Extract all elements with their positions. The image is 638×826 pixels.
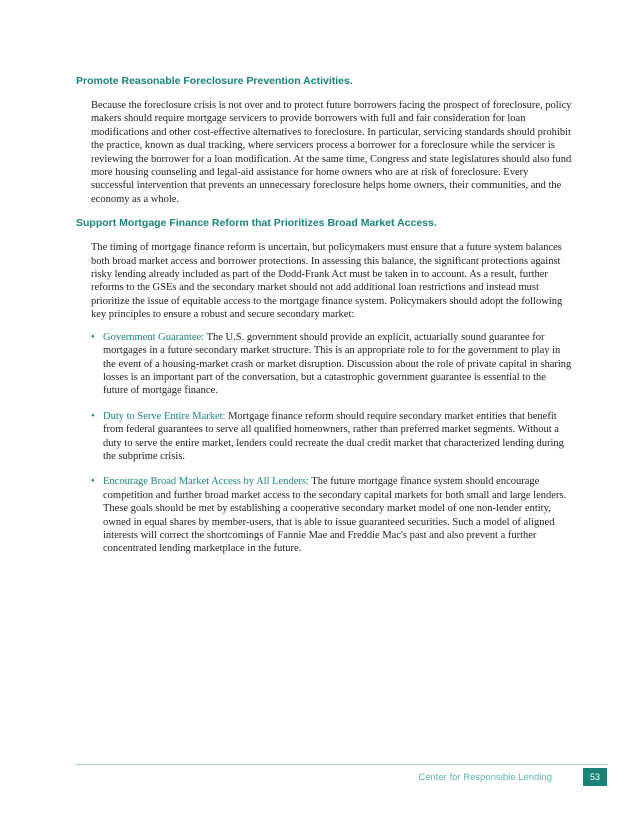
footer-divider xyxy=(76,764,608,765)
page-number: 53 xyxy=(583,768,607,786)
bullet-term: Government Guarantee: xyxy=(103,331,205,343)
bullet-text: The U.S. government should provide an explicit, actuarially sound guarantee for mortgages in a future secondary market structure. This is an appropriate role to for the government to play in the event of a housing-market crash or market disruption. Discussion about the role of private capital in sharing losses is an important part of the conversation, but a catastrophic government guarantee is essential to the future of mortgage finance. xyxy=(103,331,572,397)
principles-list xyxy=(76,331,572,556)
page-content xyxy=(76,74,572,568)
bullet-term: Duty to Serve Entire Market: xyxy=(103,410,226,422)
bullet-term: Encourage Broad Market Access by All Lenders: xyxy=(103,476,309,488)
bullet-dot-icon: • xyxy=(91,409,95,422)
paragraph-mortgage-finance-reform: The timing of mortgage finance reform is uncertain, but policymakers must ensure that a future system balances both broad market access and borrower protections. In assessing this balance, the significant protections against risky lending already included as part of the Dodd-Frank Act must be taken in to account. As a result, further reforms to the GSEs and the secondary market should not add additional loan restrictions and instead must prioritize the issue of equitable access to the mortgage finance system. Policymakers should adopt the following key principles to ensure a robust and secure secondary market: xyxy=(91,242,563,321)
list-item-duty-to-serve xyxy=(91,410,572,464)
list-item-broad-market-access xyxy=(91,475,572,555)
section-heading-mortgage-finance-reform: Support Mortgage Finance Reform that Prioritizes Broad Market Access. xyxy=(76,217,437,230)
bullet-text: The future mortgage finance system should encourage competition and further broad market access to the secondary capital markets for both small and large lenders. These goals should be met by establishing a cooperative secondary market model of one non-lender entity, owned in equal shares by member-users, that is able to issue guaranteed securities. Such a model of aligned interests will correct the shortcomings of Fannie Mae and Freddie Mac's past and also prevent a further concentrated lending marketplace in the future. xyxy=(103,476,567,555)
bullet-text: Mortgage finance reform should require secondary market entities that benefit from federal guarantees to serve all qualified homeowners, rather than preferred market segments. Without a duty to serve the entire market, lenders could recreate the dual credit market that characterized lending during the subprime crisis. xyxy=(103,410,564,462)
bullet-dot-icon: • xyxy=(91,475,95,488)
bullet-dot-icon: • xyxy=(91,330,95,343)
section-heading-foreclosure-prevention: Promote Reasonable Foreclosure Prevention Activities. xyxy=(76,75,353,87)
paragraph-foreclosure-prevention: Because the foreclosure crisis is not over and to protect future borrowers facing the prospect of foreclosure, policy makers should require mortgage servicers to provide borrowers with full and fair consideration for loan modifications and other cost-effective alternatives to foreclosure. In particular, servicing standards should prohibit the practice, known as dual tracking, where servicers process a borrower for a foreclosure while the servicer is reviewing the borrower for a loan modification. At the same time, Congress and state legislatures should also fund more housing counseling and legal-aid assistance for home owners who are at risk of foreclosure. Every successful intervention that prevents an unnecessary foreclosure helps home owners, their communities, and the economy as a whole. xyxy=(91,100,572,205)
footer-publisher: Center for Responsible Lending xyxy=(418,772,552,783)
list-item-government-guarantee xyxy=(91,331,572,398)
